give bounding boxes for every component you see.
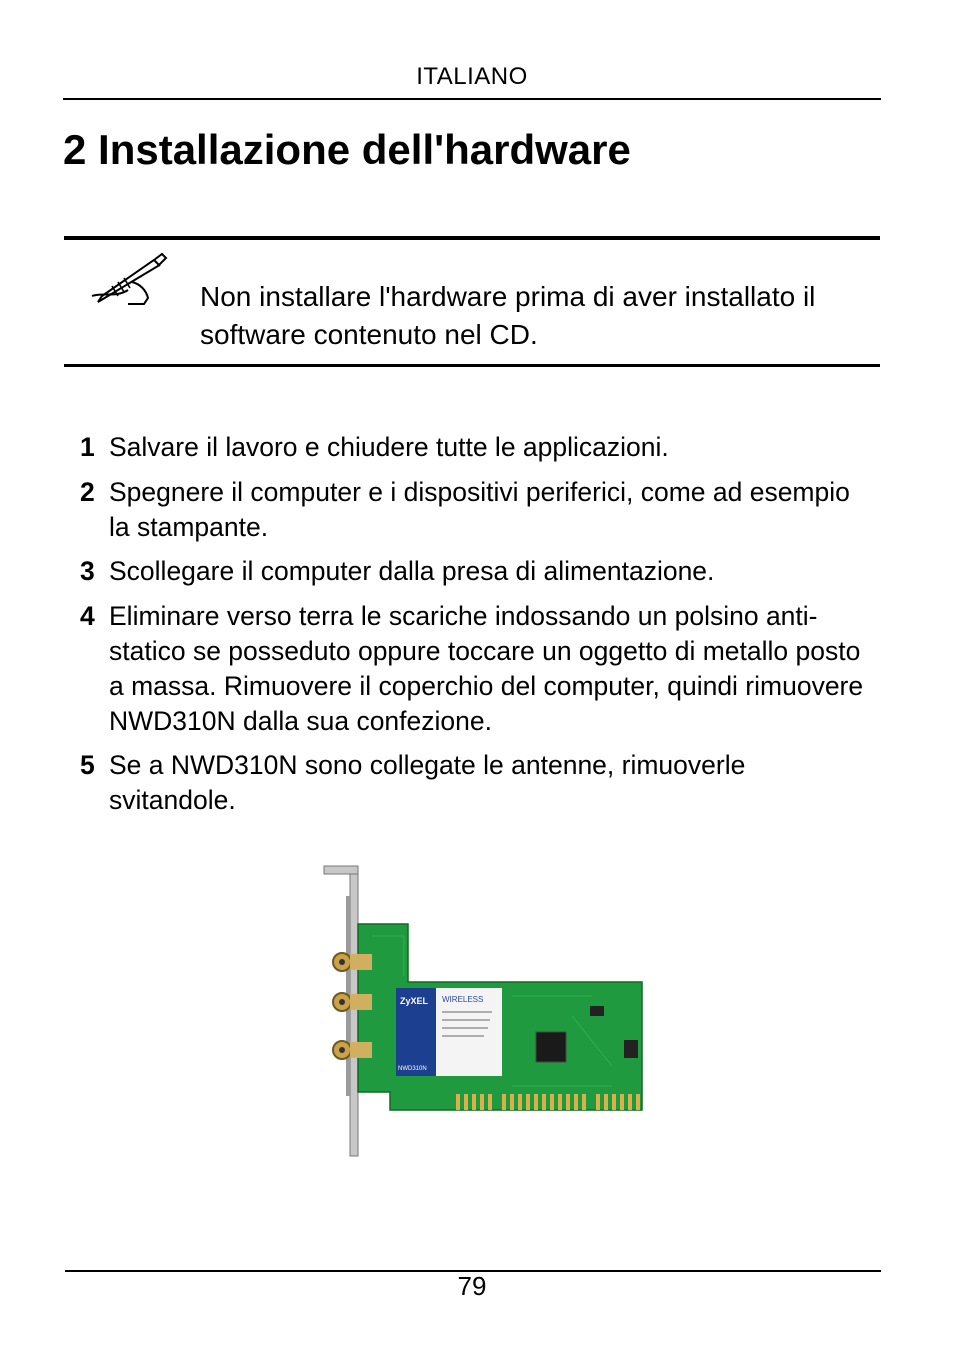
list-item	[80, 430, 870, 465]
label-title: WIRELESS	[442, 995, 484, 1004]
list-item	[80, 748, 870, 818]
note-top-divider	[64, 236, 880, 240]
brand-label: ZyXEL	[400, 996, 429, 1006]
note-text: Non installare l'hardware prima di aver installato il software contenuto nel CD.	[200, 281, 816, 350]
step-number: 5	[80, 750, 95, 780]
pencil-note-icon	[88, 252, 172, 308]
list-item	[80, 475, 870, 545]
step-text: Se a NWD310N sono collegate le antenne, rimuoverle svitandole.	[109, 750, 746, 815]
step-text: Salvare il lavoro e chiudere tutte le applicazioni.	[109, 432, 669, 462]
language-header: ITALIANO	[416, 63, 528, 90]
step-text: Scollegare il computer dalla presa di alimentazione.	[109, 556, 715, 586]
note-bottom-divider	[64, 364, 880, 367]
step-number: 2	[80, 476, 95, 507]
page-title: 2 Installazione dell'hardware	[63, 126, 631, 173]
list-item	[80, 554, 870, 589]
header-divider	[63, 98, 881, 100]
model-label: NWD310N	[398, 1066, 427, 1072]
step-text: Spegnere il computer e i dispositivi periferici, come ad esempio la stampante.	[109, 476, 850, 542]
step-number: 3	[80, 556, 95, 586]
step-text: Eliminare verso terra le scariche indossando un polsino anti-statico se posseduto oppure toccare un oggetto di metallo posto a massa. Rimuovere il coperchio del computer, quindi rimuovere NWD310N dalla sua confezione.	[109, 600, 864, 736]
list-item	[80, 599, 870, 739]
page-number: 79	[457, 1271, 487, 1301]
step-number: 4	[80, 600, 95, 631]
wireless-card-image	[312, 856, 648, 1160]
step-number: 1	[80, 432, 95, 462]
steps-list	[80, 430, 870, 828]
